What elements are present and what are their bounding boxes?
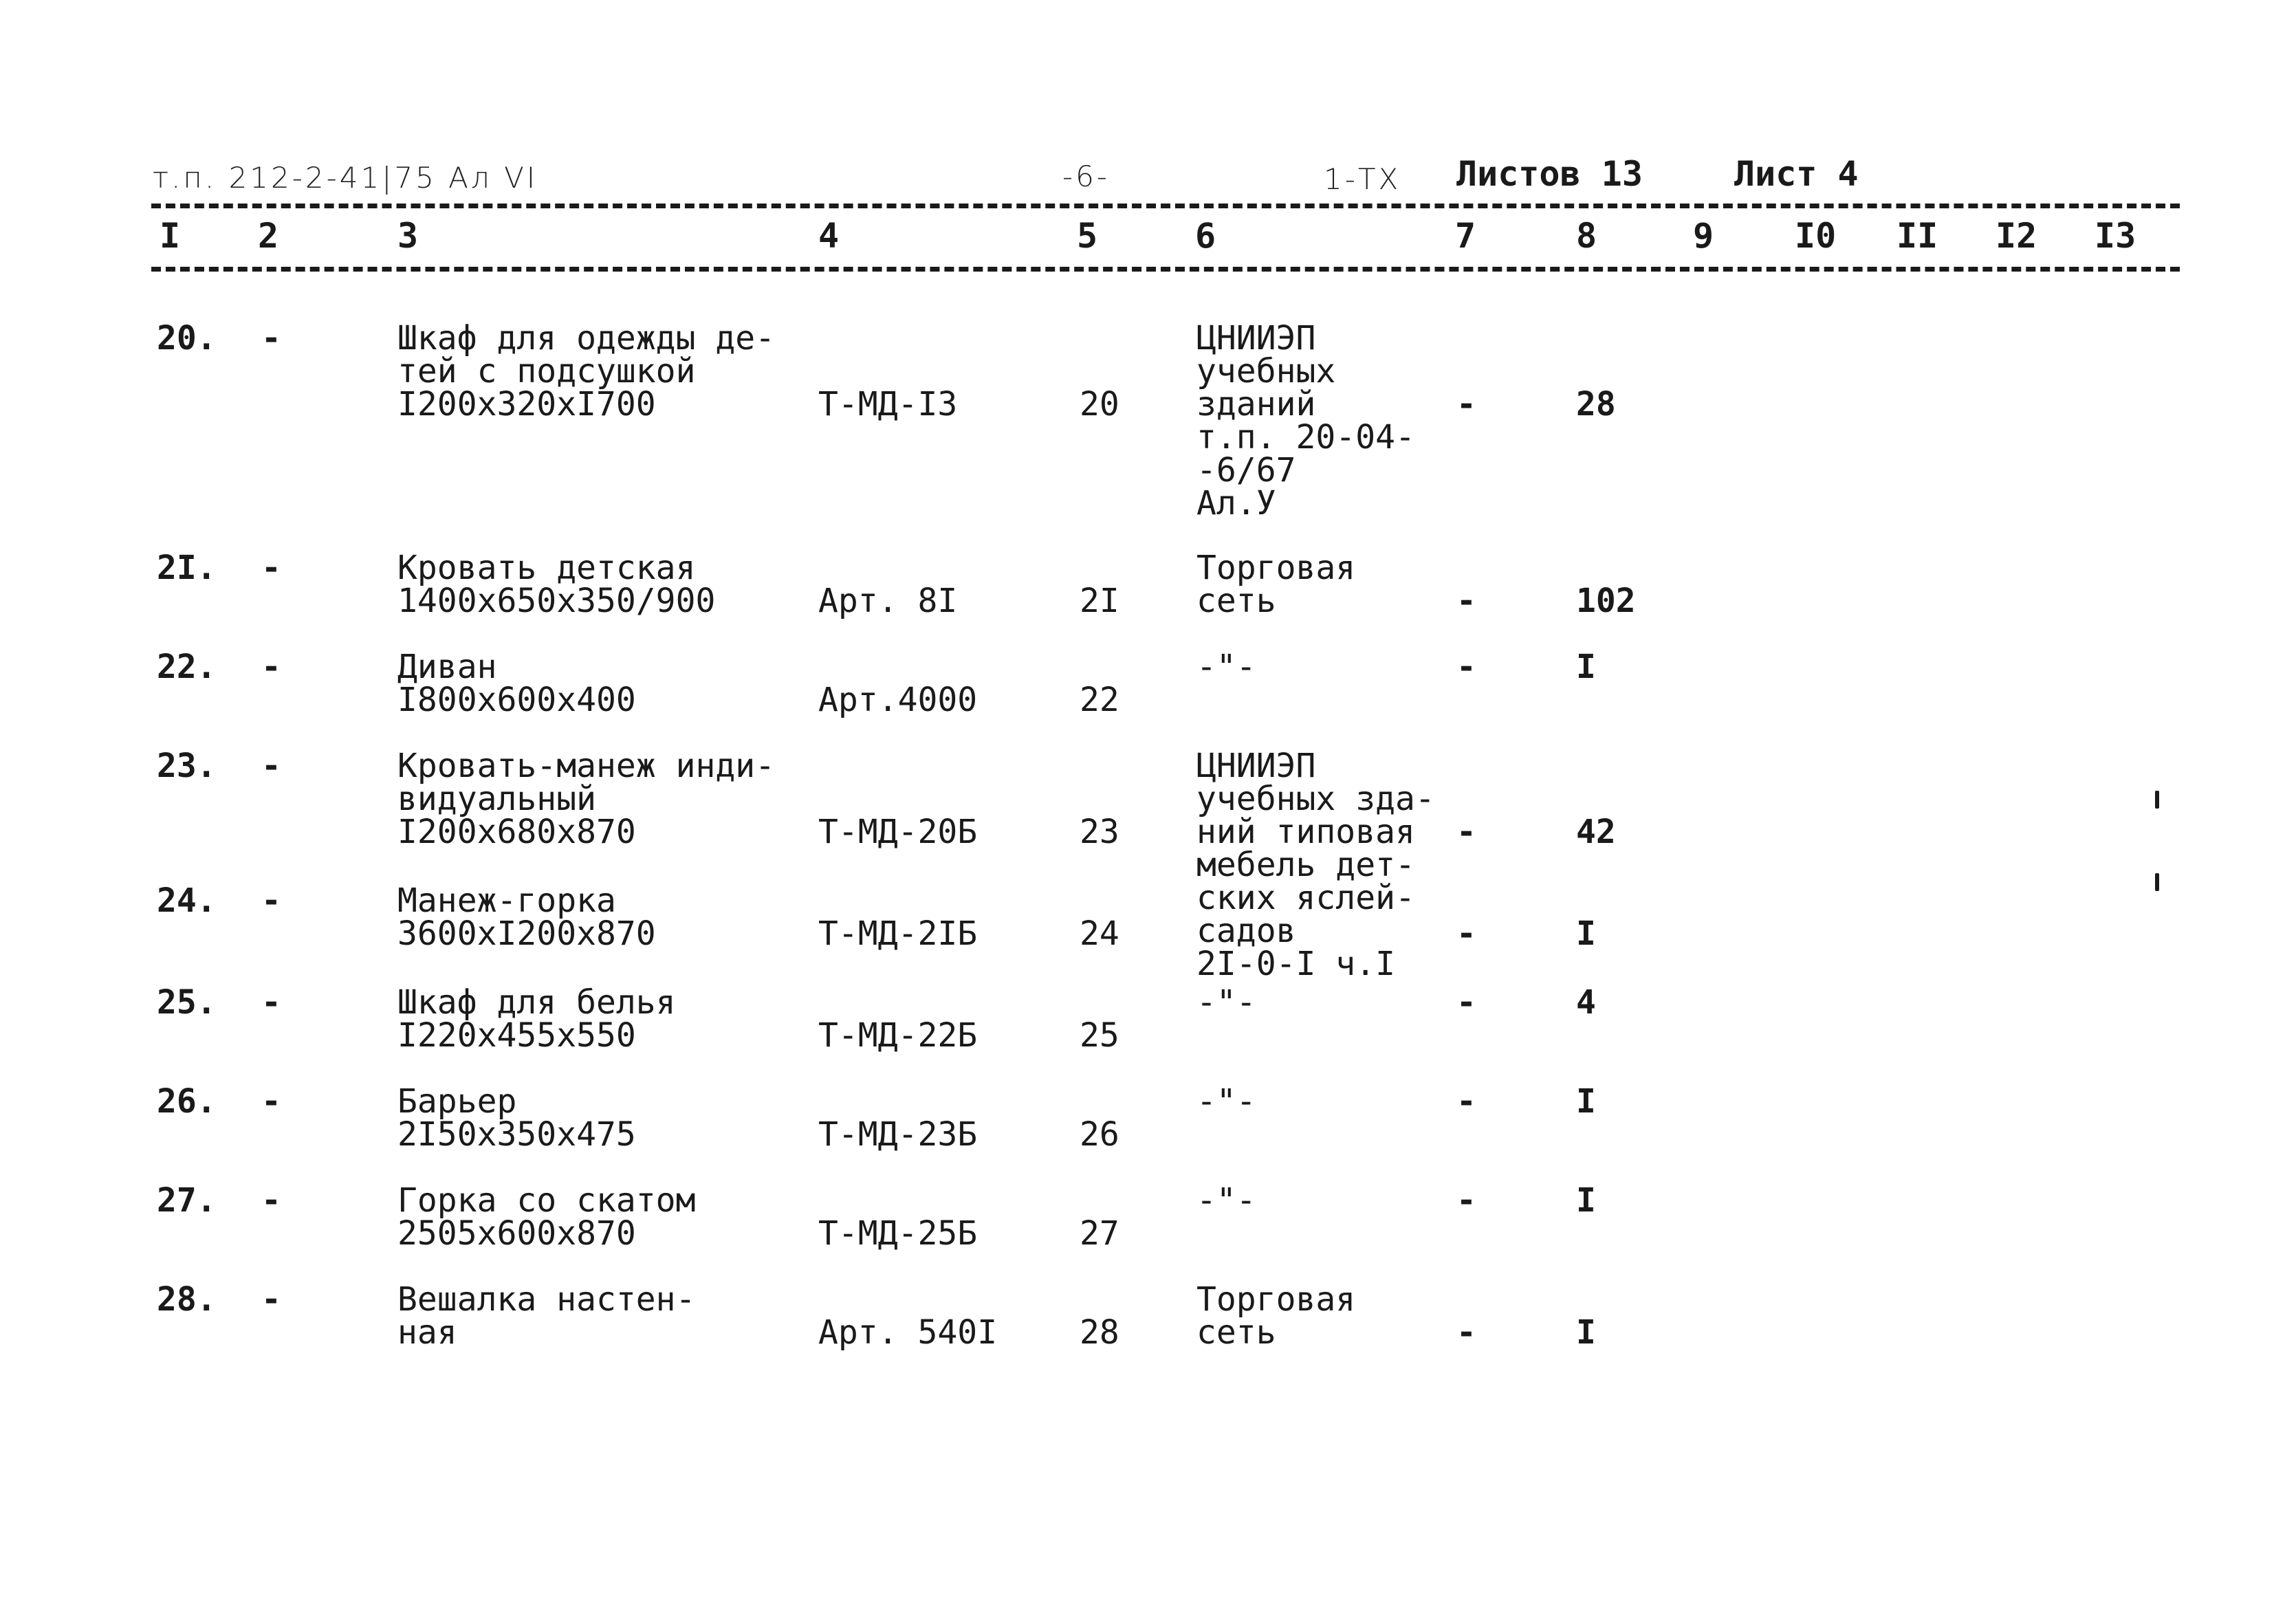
column-number-13: I3 [2095,216,2136,256]
item-name: Шкаф для белья I220x455x550 [397,983,676,1055]
item-code: Т-МД-I3 [818,385,958,424]
item-quantity: 28 [1576,385,1616,424]
row-col7: - [1456,914,1476,953]
row-col7: - [1456,983,1476,1022]
item-position: 28 [1080,1313,1119,1352]
row-col2: - [261,648,281,686]
item-name: Кровать детская 1400x650x350/900 [397,549,716,620]
row-col7: - [1456,1313,1476,1352]
row-col7: - [1456,813,1476,851]
item-position: 24 [1080,914,1119,953]
item-code: Т-МД-2IБ [818,914,978,953]
item-code: Т-МД-25Б [818,1214,978,1253]
item-code: Т-МД-23Б [818,1115,978,1154]
row-col7: - [1456,1181,1476,1220]
column-number-2: 2 [258,216,279,256]
item-position: 25 [1080,1016,1119,1055]
item-name: Горка со скатом 2505x600x870 [397,1181,696,1253]
item-position: 22 [1080,681,1119,719]
item-source: Торговая сеть [1196,549,1356,620]
item-source: ЦНИИЭП учебных зда- ний типовая мебель дет- ских яслей- садов 2I-0-I ч.I [1196,747,1435,983]
item-quantity: I [1576,914,1596,953]
item-position: 27 [1080,1214,1119,1253]
margin-tick-mark [2155,791,2159,809]
column-number-6: 6 [1195,216,1216,256]
sheets-total: Листов 13 [1456,154,1643,194]
column-number-4: 4 [818,216,840,256]
item-name: Вешалка настен- ная [397,1280,696,1352]
row-number: 27. [157,1181,217,1220]
item-name: Кровать-манеж инди- видуальный I200x680x870 [397,747,776,851]
row-number: 22. [157,648,217,686]
column-number-8: 8 [1576,216,1597,256]
item-source: Торговая сеть [1196,1280,1356,1352]
item-quantity: I [1576,1082,1596,1121]
column-number-3: 3 [397,216,419,256]
item-name: Диван I800x600x400 [397,648,636,719]
column-number-5: 5 [1077,216,1098,256]
item-quantity: I [1576,1181,1596,1220]
item-position: 26 [1080,1115,1119,1154]
item-quantity: I [1576,648,1596,686]
column-number-10: I0 [1795,216,1837,256]
row-col2: - [261,549,281,587]
row-col7: - [1456,582,1476,620]
doc-code: т.п. 212-2-41|75 Ал VI [153,161,538,195]
item-code: Арт.4000 [818,681,978,719]
row-number: 23. [157,747,217,785]
column-number-1: I [160,216,181,256]
row-col2: - [261,1082,281,1121]
item-position: 20 [1080,385,1119,424]
item-name: Шкаф для одежды де- тей с подсушкой I200x320xI700 [397,319,776,424]
item-code: Арт. 8I [818,582,958,620]
row-col7: - [1456,385,1476,424]
row-number: 24. [157,881,217,920]
row-col2: - [261,1280,281,1319]
item-source: -"- [1196,1082,1256,1121]
page-number: -6- [1062,160,1111,193]
row-number: 20. [157,319,217,358]
row-col2: - [261,881,281,920]
row-col2: - [261,1181,281,1220]
item-position: 2I [1080,582,1119,620]
row-col2: - [261,319,281,358]
item-position: 23 [1080,813,1119,851]
item-quantity: 42 [1576,813,1616,851]
item-source: -"- [1196,1181,1256,1220]
item-code: Арт. 540I [818,1313,998,1352]
margin-tick-mark [2155,873,2159,891]
column-number-9: 9 [1693,216,1714,256]
row-col2: - [261,747,281,785]
column-number-12: I2 [1996,216,2037,256]
item-source: -"- [1196,983,1256,1022]
row-number: 25. [157,983,217,1022]
row-col7: - [1456,648,1476,686]
item-quantity: 102 [1576,582,1636,620]
row-col7: - [1456,1082,1476,1121]
item-code: Т-МД-20Б [818,813,978,851]
row-col2: - [261,983,281,1022]
item-source: -"- [1196,648,1256,686]
column-number-7: 7 [1455,216,1476,256]
row-number: 2I. [157,549,217,587]
section-code: 1-ТХ [1324,162,1401,196]
item-quantity: 4 [1576,983,1596,1022]
item-code: Т-МД-22Б [818,1016,978,1055]
item-name: Манеж-горка 3600xI200x870 [397,881,656,953]
sheet-label: Лист 4 [1734,154,1859,194]
item-quantity: I [1576,1313,1596,1352]
item-name: Барьер 2I50x350x475 [397,1082,636,1154]
row-number: 28. [157,1280,217,1319]
column-number-11: II [1896,216,1938,256]
item-source: ЦНИИЭП учебных зданий т.п. 20-04- -6/67 Ал.У [1196,319,1415,523]
row-number: 26. [157,1082,217,1121]
